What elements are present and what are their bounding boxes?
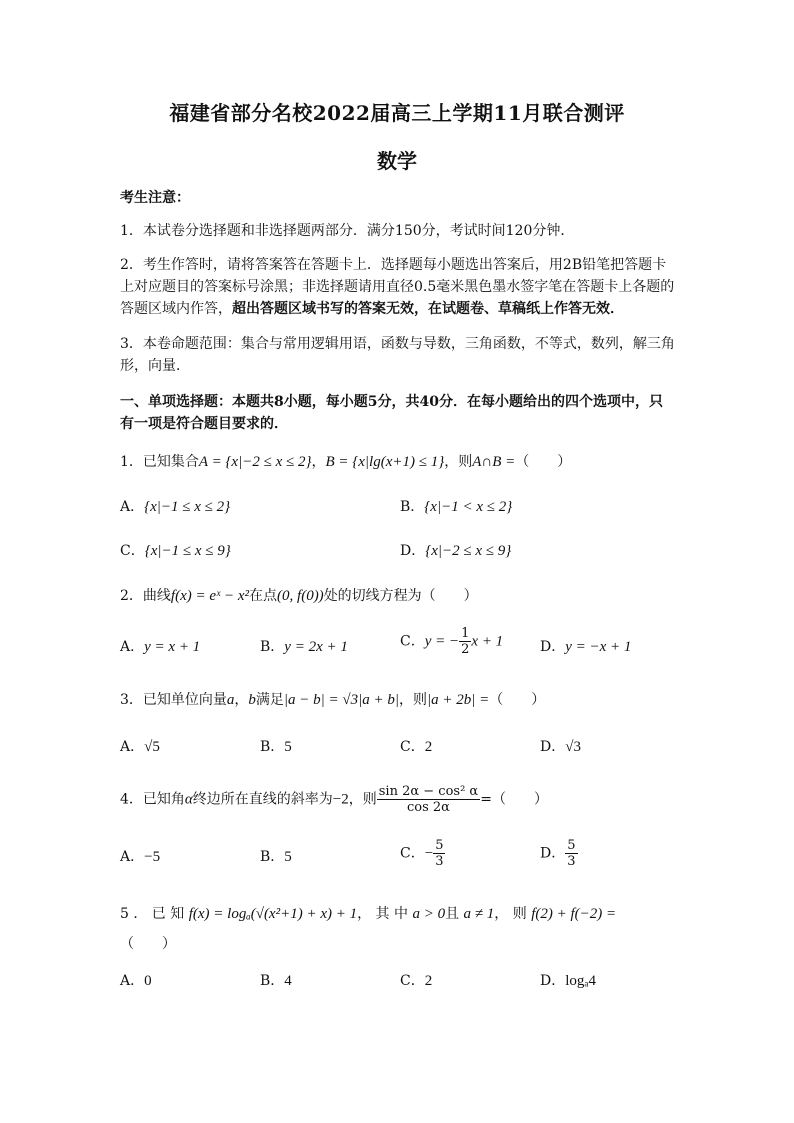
q4-option-c-fraction [433, 838, 445, 869]
q5-option-b-value: 4 [284, 973, 292, 989]
q5-mid: ， 其 中 [357, 906, 409, 922]
q1-option-c-value: {x|−1 ≤ x ≤ 9} [144, 543, 231, 559]
q1-set-a: A = {x|−2 ≤ x ≤ 2} [198, 454, 312, 470]
q1-prefix: 1．已知集合 [120, 454, 199, 470]
q4-end: =（ ） [480, 791, 548, 808]
q2-option-a-value: y = x + 1 [144, 639, 201, 655]
q2-option-c-fraction [459, 626, 471, 657]
q4-option-a-label: A． [120, 849, 145, 865]
q4-option-a[interactable] [120, 846, 160, 868]
q5-option-c[interactable] [400, 970, 432, 992]
q4-option-b[interactable] [260, 846, 292, 868]
q5-and: 且 [445, 906, 460, 922]
q5-option-a-value: 0 [144, 973, 152, 989]
q3-option-c[interactable] [400, 736, 432, 758]
q3-suffix: ，则 [399, 692, 428, 708]
q4-option-c[interactable] [400, 838, 445, 869]
q1-option-b[interactable] [400, 496, 512, 518]
notice-item-2-line3 [120, 297, 680, 321]
q3-condition: |a − b| = √3|a + b| [283, 692, 400, 708]
q2-option-c[interactable] [400, 626, 503, 657]
q2-option-d[interactable] [540, 636, 631, 658]
q1-option-d-label: D． [400, 543, 426, 559]
q5-expr2: f(2) + f(−2) = [531, 906, 617, 922]
q4-option-b-label: B． [260, 849, 285, 865]
q3-option-d[interactable] [540, 736, 581, 758]
q4-option-d-num: 5 [567, 838, 576, 853]
q1-suffix: ，则 [444, 454, 473, 470]
q4-option-c-den: 3 [435, 854, 444, 869]
q4-option-c-pre: − [424, 845, 434, 862]
q2-option-b[interactable] [260, 636, 348, 658]
notice-heading: 考生注意： [120, 190, 190, 206]
q4-option-c-label: C． [400, 845, 425, 862]
question-2-stem [120, 584, 680, 608]
q3-expr: |a + 2b| = [427, 692, 490, 708]
section-heading-line1: 一、单项选择题：本题共8小题，每小题5分，共40分．在每小题给出的四个选项中，只 [120, 394, 663, 410]
exam-title: 福建省部分名校2022届高三上学期11月联合测评 [169, 101, 625, 125]
q4-option-d-den: 3 [567, 854, 576, 869]
q2-option-c-label: C． [400, 633, 425, 650]
q1-option-b-value: {x|−1 < x ≤ 2} [424, 499, 513, 515]
q1-option-d-value: {x|−2 ≤ x ≤ 9} [425, 543, 512, 559]
q4-option-d-fraction [565, 838, 577, 869]
q4-option-d[interactable] [540, 838, 578, 869]
question-3-stem [120, 688, 680, 712]
q3-vec-b: b [248, 692, 256, 708]
q1-option-c[interactable] [120, 540, 231, 562]
q2-option-c-den: 2 [461, 642, 470, 657]
q5-cond1: a > 0 [412, 906, 446, 922]
q1-expr: A∩B = [472, 454, 516, 470]
q2-option-a-label: A． [120, 639, 145, 655]
q4-option-b-value: 5 [284, 849, 292, 865]
q5-option-b[interactable] [260, 970, 292, 992]
question-1-stem [120, 450, 680, 474]
q3-option-b-label: B． [260, 739, 285, 755]
notice-item-2-line2: 上对应题目的答案标号涂黑；非选择题请用直径0.5毫米黑色墨水签字笔在答题卡上各题的 [120, 279, 675, 295]
question-5-stem-line1 [120, 902, 680, 926]
notice-item-2-bold: 超出答题区域书写的答案无效，在试题卷、草稿纸上作答无效． [232, 301, 624, 317]
q5-option-a-label: A． [120, 973, 145, 989]
q3-option-d-value: √3 [565, 739, 581, 755]
q4-option-a-value: −5 [144, 849, 161, 865]
q1-option-b-label: B． [400, 499, 425, 515]
q5-option-d[interactable] [540, 970, 596, 992]
q4-fraction [377, 784, 480, 815]
q5-option-d-value: logₐ4 [565, 973, 597, 989]
q3-vec-a: a [226, 692, 235, 708]
q5-expr: f(x) = logₐ(√(x²+1) + x) + 1 [188, 906, 358, 922]
q4-frac-num: sin 2α − cos² α [378, 784, 479, 799]
q3-prefix: 3．已知单位向量 [120, 692, 227, 708]
q3-option-b[interactable] [260, 736, 292, 758]
q4-slope: −2 [332, 791, 349, 808]
q4-suffix: ，则 [348, 791, 377, 808]
q2-option-c-num: 1 [461, 626, 470, 641]
q4-option-d-label: D． [540, 845, 566, 862]
q3-paren: （ ） [489, 692, 546, 708]
q2-mid: 在点 [249, 588, 278, 604]
q2-option-c-post: x + 1 [471, 633, 504, 650]
q3-option-a-value: √5 [144, 739, 160, 755]
q3-option-c-label: C． [400, 739, 425, 755]
q3-option-a[interactable] [120, 736, 160, 758]
q2-expr: f(x) = eˣ − x² [170, 588, 250, 604]
q5-option-c-label: C． [400, 973, 425, 989]
q5-option-a[interactable] [120, 970, 152, 992]
notice-item-2-line1: 2．考生作答时，请将答案答在答题卡上．选择题每小题选出答案后，用2B铅笔把答题卡 [120, 257, 667, 273]
exam-subject: 数学 [377, 149, 417, 173]
q5-cond2: a ≠ 1 [463, 906, 495, 922]
q4-option-c-num: 5 [435, 838, 444, 853]
q1-option-a-value: {x|−1 ≤ x ≤ 2} [144, 499, 231, 515]
q5-prefix: 5 ． 已 知 [120, 906, 185, 922]
q2-option-b-value: y = 2x + 1 [284, 639, 348, 655]
q4-prefix: 4．已知角 [120, 791, 185, 808]
q1-paren: （ ） [515, 454, 572, 470]
notice-item-3-line2: 形，向量． [120, 358, 190, 374]
q2-option-d-value: y = −x + 1 [565, 639, 632, 655]
q1-option-d[interactable] [400, 540, 511, 562]
q2-option-c-pre: y = − [424, 633, 460, 650]
q2-prefix: 2．曲线 [120, 588, 171, 604]
question-5-stem-line2: （ ） [120, 936, 176, 952]
q5-suffix: ， 则 [494, 906, 527, 922]
q1-option-a-label: A． [120, 499, 145, 515]
q2-suffix: 处的切线方程为（ ） [323, 588, 478, 604]
q3-option-d-label: D． [540, 739, 566, 755]
q2-option-b-label: B． [260, 639, 285, 655]
q1-sep: ， [311, 454, 326, 470]
q1-set-b: B = {x|lg(x+1) ≤ 1} [325, 454, 445, 470]
q5-option-d-label: D． [540, 973, 566, 989]
question-4-stem [120, 784, 680, 815]
notice-item-3-line1: 3．本卷命题范围：集合与常用逻辑用语，函数与导数，三角函数，不等式，数列，解三角 [120, 336, 675, 352]
q3-option-a-label: A． [120, 739, 145, 755]
q1-option-c-label: C． [120, 543, 145, 559]
q5-option-b-label: B． [260, 973, 285, 989]
q3-sep: ， [234, 692, 249, 708]
q3-mid: 满足 [255, 692, 284, 708]
q2-option-d-label: D． [540, 639, 566, 655]
q2-point: (0, f(0)) [277, 588, 324, 604]
section-heading-line2: 有一项是符合题目要求的． [120, 416, 288, 432]
q4-alpha: α [184, 791, 193, 808]
q1-option-a[interactable] [120, 496, 230, 518]
q3-option-b-value: 5 [284, 739, 292, 755]
q2-option-a[interactable] [120, 636, 200, 658]
notice-item-1: 1．本试卷分选择题和非选择题两部分．满分150分，考试时间120分钟． [120, 223, 575, 239]
q3-option-c-value: 2 [424, 739, 433, 755]
notice-item-2-text: 答题区域内作答， [120, 301, 232, 317]
q4-frac-den: cos 2α [407, 800, 450, 815]
q4-mid: 终边所在直线的斜率为 [192, 791, 333, 808]
q5-option-c-value: 2 [424, 973, 433, 989]
